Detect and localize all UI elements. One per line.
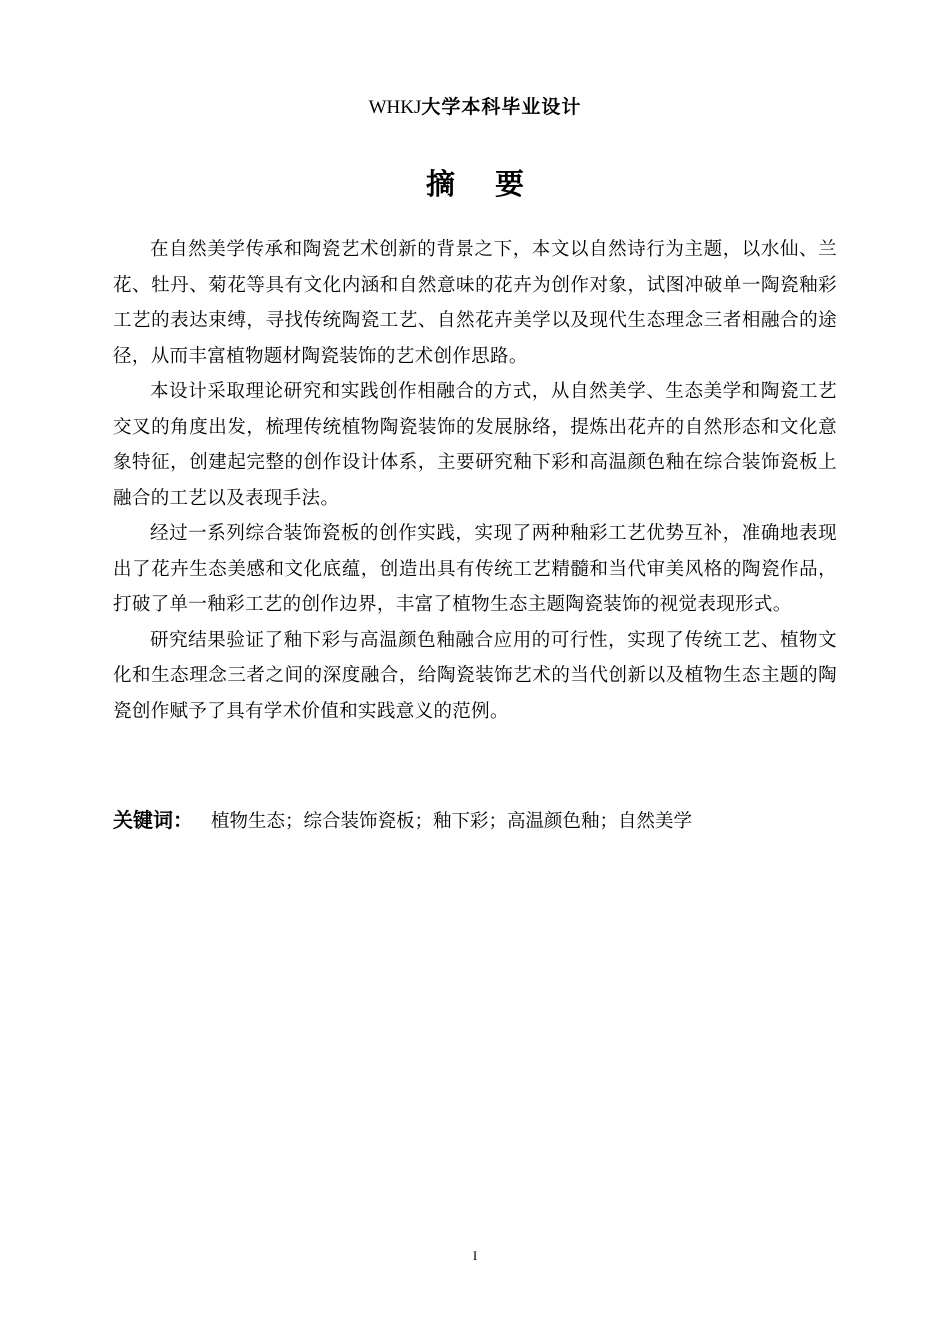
abstract-paragraph-1: 在自然美学传承和陶瓷艺术创新的背景之下，本文以自然诗行为主题，以水仙、兰花、牡丹、菊花等具有文化内涵和自然意味的花卉为创作对象，试图冲破单一陶瓷釉彩工艺的表达束缚，寻找传统陶瓷工艺、自然花卉美学以及现代生态理念三者相融合的途径，从而丰富植物题材陶瓷装饰的艺术创作思路。 [113, 239, 837, 367]
page-number: I [472, 1248, 478, 1263]
abstract-title: 摘要 [425, 167, 564, 201]
abstract-paragraph-4: 研究结果验证了釉下彩与高温颜色釉融合应用的可行性，实现了传统工艺、植物文化和生态理念三者之间的深度融合，给陶瓷装饰艺术的当代创新以及植物生态主题的陶瓷创作赋予了具有学术价值和实践意义的范例。 [113, 629, 837, 722]
keywords-label: 关键词： [113, 808, 193, 832]
header-title: 大学本科毕业设计 [421, 96, 582, 118]
abstract-paragraph-3: 经过一系列综合装饰瓷板的创作实践，实现了两种釉彩工艺优势互补，准确地表现出了花卉生态美感和文化底蕴，创造出具有传统工艺精髓和当代审美风格的陶瓷作品，打破了单一釉彩工艺的创作边界，丰富了植物生态主题陶瓷装饰的视觉表现形式。 [113, 523, 837, 615]
page-header [0, 95, 950, 120]
keywords-list: 植物生态；综合装饰瓷板；釉下彩；高温颜色釉；自然美学 [211, 811, 693, 832]
abstract-paragraph-2: 本设计采取理论研究和实践创作相融合的方式，从自然美学、生态美学和陶瓷工艺交叉的角度出发，梳理传统植物陶瓷装饰的发展脉络，提炼出花卉的自然形态和文化意象特征，创建起完整的创作设计体系，主要研究釉下彩和高温颜色釉在综合装饰瓷板上融合的工艺以及表现手法。 [113, 381, 837, 509]
header-school-code: WHKJ [368, 97, 422, 118]
keywords-line [113, 804, 837, 838]
abstract-body [113, 232, 837, 729]
